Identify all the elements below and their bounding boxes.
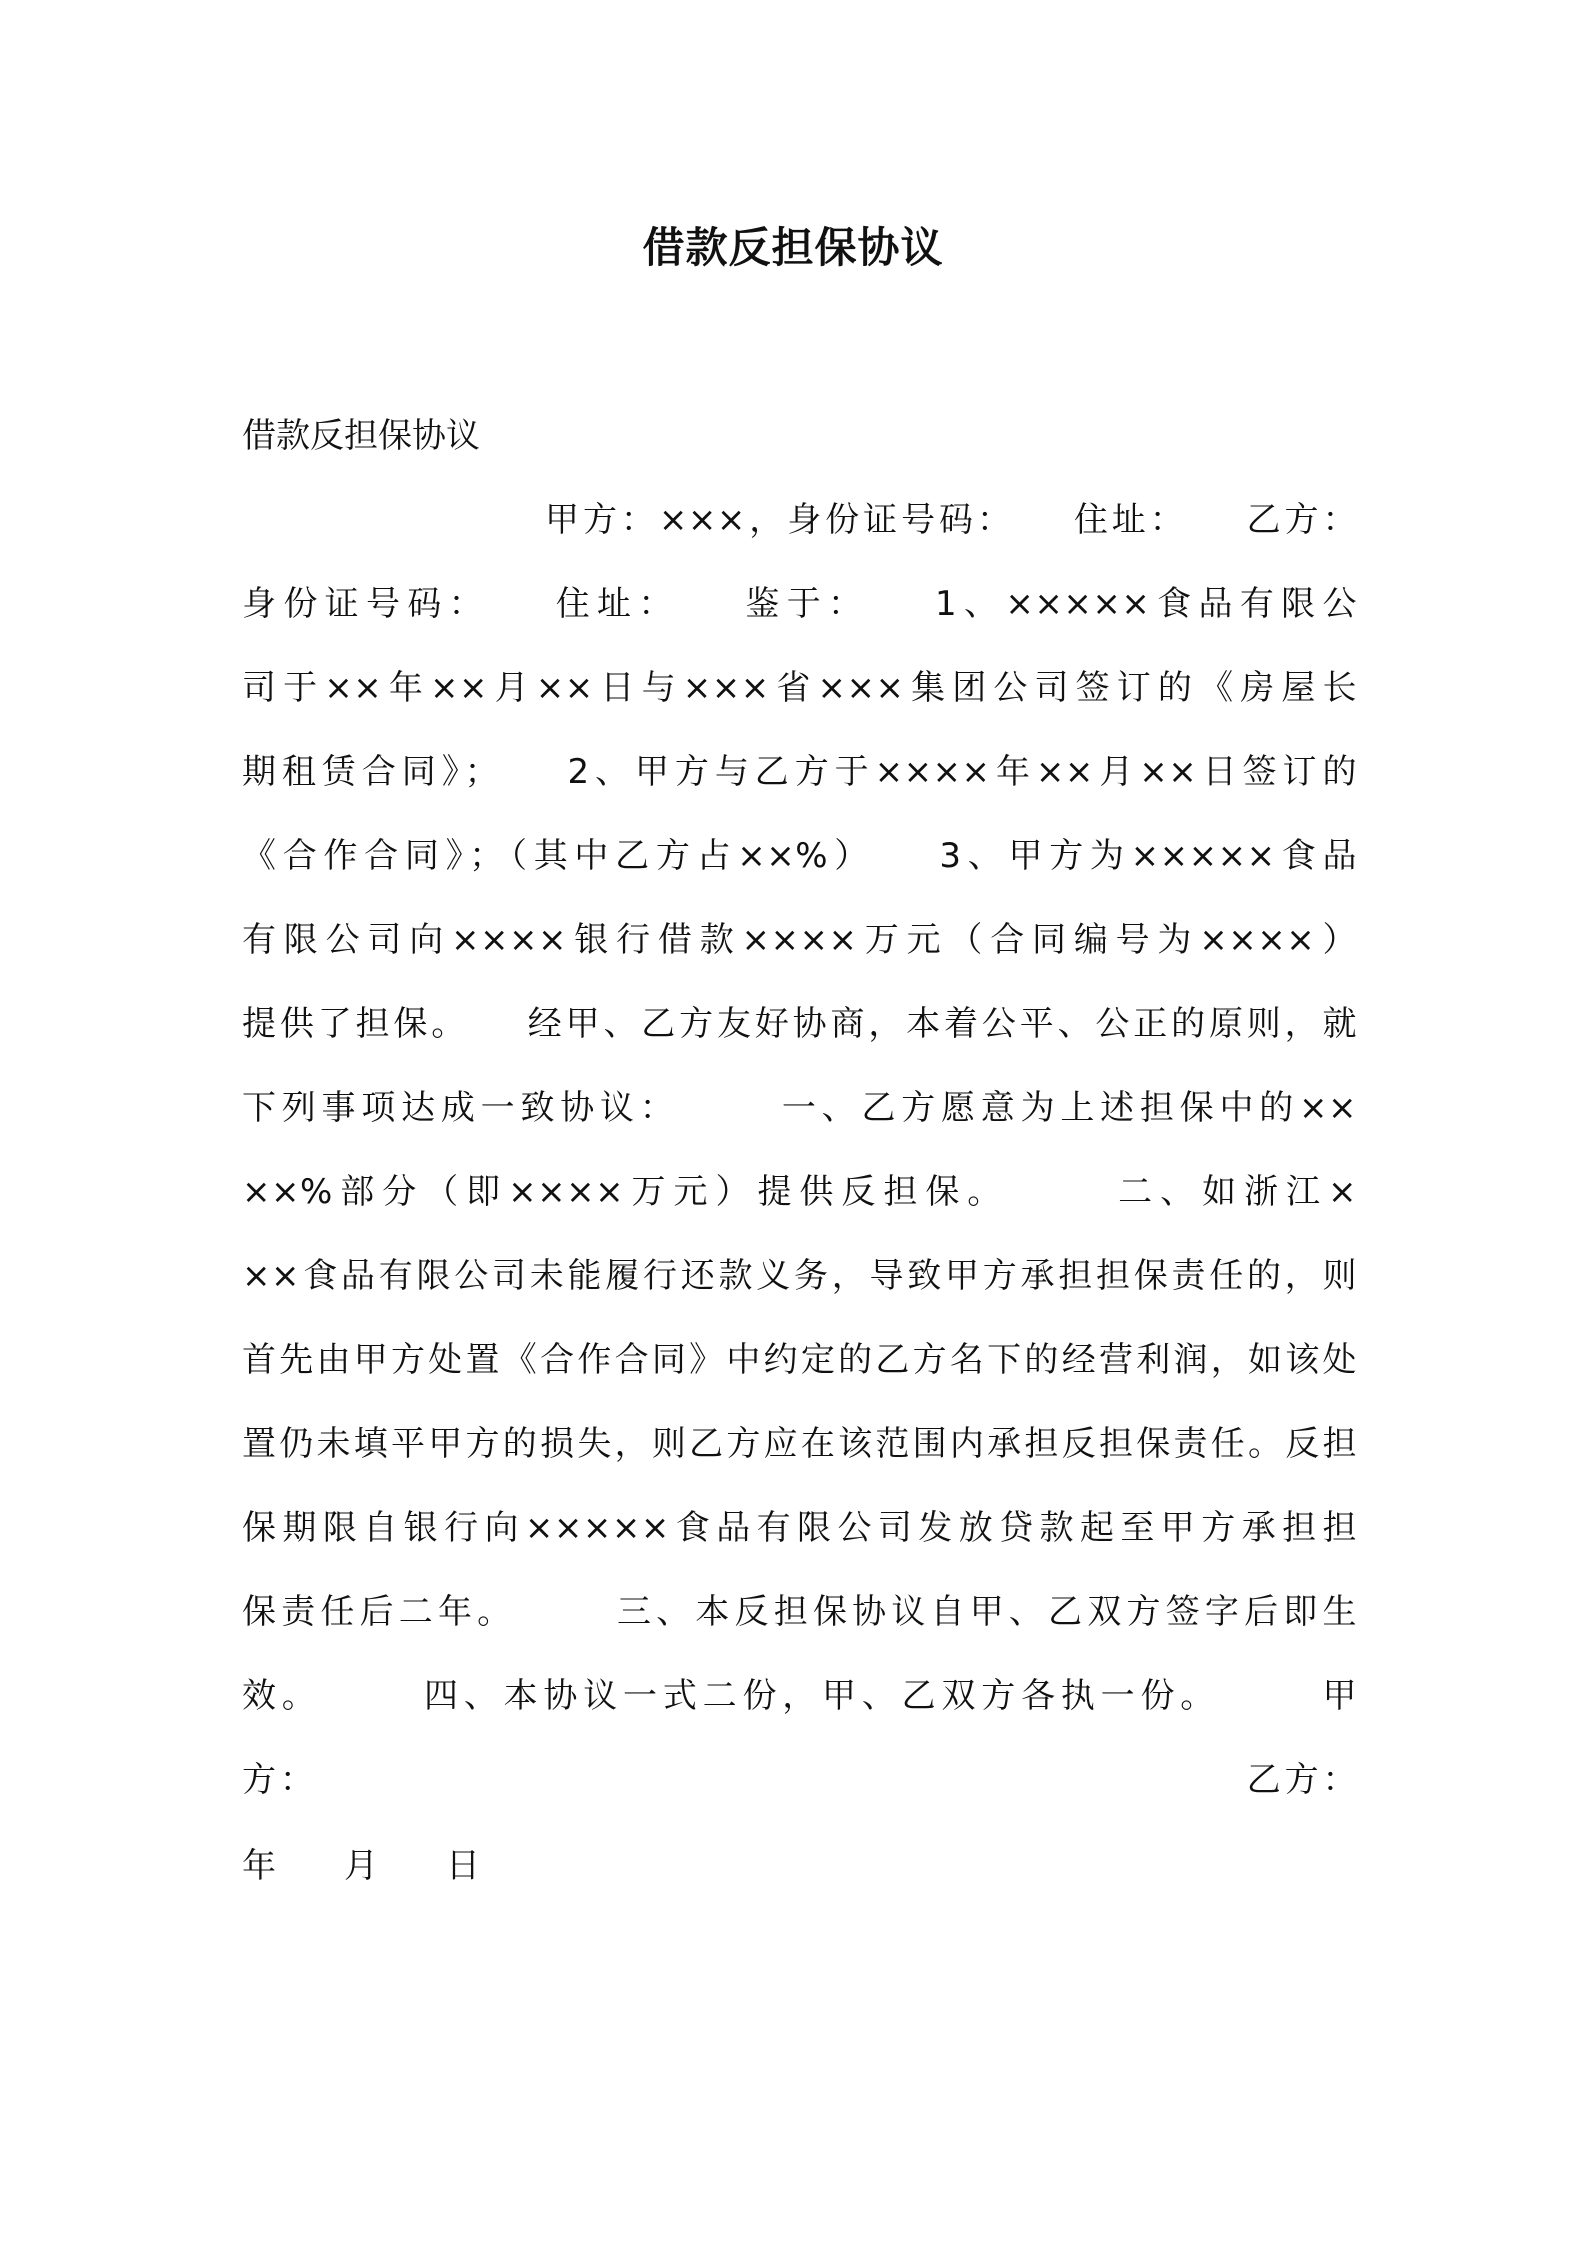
date-line: 年 月 日 [242, 1846, 480, 1886]
document-title: 借款反担保协议 [642, 223, 944, 272]
document-subtitle: 借款反担保协议 [242, 416, 480, 456]
body-line: 司于××年××月××日与×××省×××集团公司签订的《房屋长 [242, 668, 1357, 708]
body-line: 提供了担保。 经甲、乙方友好协商，本着公平、公正的原则，就 [242, 1004, 1357, 1044]
body-line: 效。 四、本协议一式二份，甲、乙双方各执一份。 甲 [242, 1676, 1357, 1716]
body-line: 身份证号码： 住址： 鉴于： 1、×××××食品有限公 [242, 584, 1357, 624]
body-line: 有限公司向××××银行借款××××万元（合同编号为××××） [242, 920, 1357, 960]
body-line: ××食品有限公司未能履行还款义务，导致甲方承担担保责任的，则 [242, 1256, 1357, 1296]
body-line: 《合作合同》；（其中乙方占××%） 3、甲方为×××××食品 [242, 836, 1357, 876]
body-line: 甲方：×××，身份证号码： 住址： 乙方： [545, 500, 1357, 540]
signature-line: 方： 乙方： [242, 1760, 1357, 1800]
body-line: 期租赁合同》； 2、甲方与乙方于××××年××月××日签订的 [242, 752, 1357, 792]
body-line: 保期限自银行向×××××食品有限公司发放贷款起至甲方承担担 [242, 1508, 1357, 1548]
body-line: 保责任后二年。 三、本反担保协议自甲、乙双方签字后即生 [242, 1592, 1357, 1632]
body-line: 置仍未填平甲方的损失，则乙方应在该范围内承担反担保责任。反担 [242, 1424, 1357, 1464]
body-line: ××%部分（即××××万元）提供反担保。 二、如浙江× [242, 1172, 1357, 1212]
body-line: 下列事项达成一致协议： 一、乙方愿意为上述担保中的×× [242, 1088, 1357, 1128]
body-line: 首先由甲方处置《合作合同》中约定的乙方名下的经营利润，如该处 [242, 1340, 1357, 1380]
